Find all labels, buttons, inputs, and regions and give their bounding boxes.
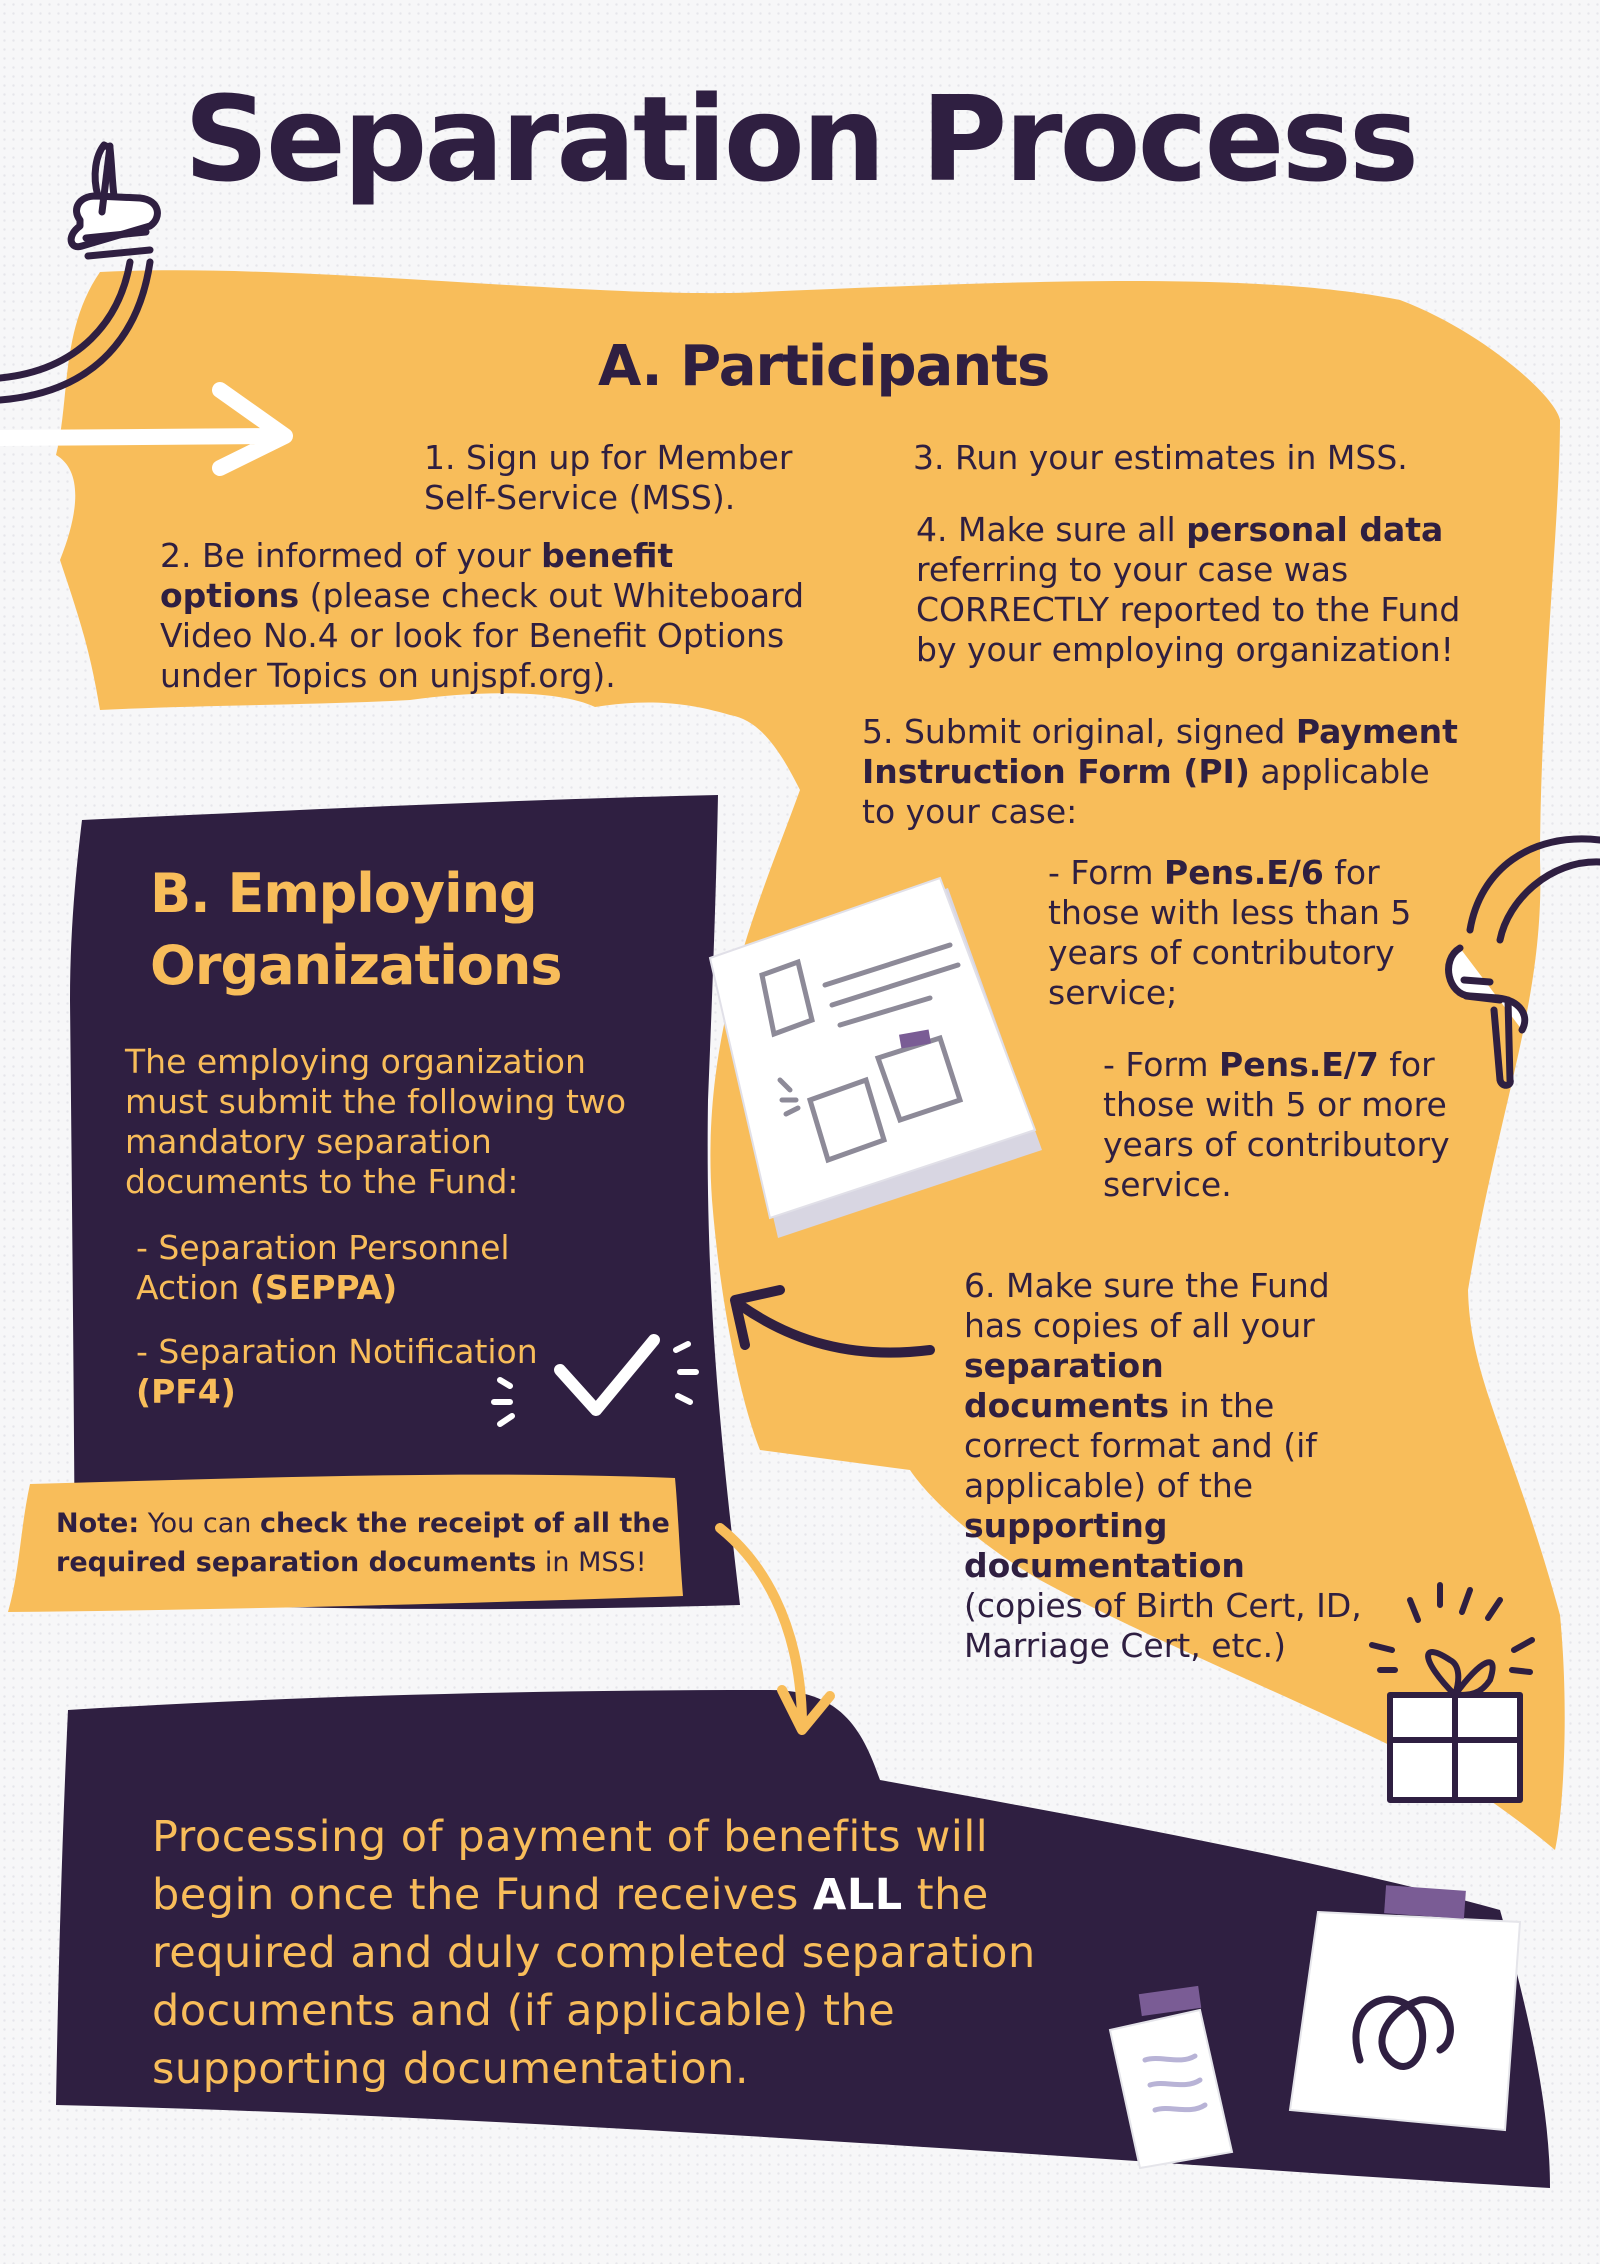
employing-heading-line2: Organizations xyxy=(150,934,562,997)
final-statement: Processing of payment of benefits will begin once the Fund receives ALL the required and duly completed separation documents and (if applicable) the supporting documentation. xyxy=(152,1812,1036,2094)
form-pens-e7: - Form Pens.E/7 for those with 5 or more years of contributory service. xyxy=(1103,1045,1450,1204)
participant-step-6: 6. Make sure the Fund has copies of all your separation documents in the correct format and (if applicable) of the supporting documentation (copies of Birth Cert, ID, Marriage Cert, etc.) xyxy=(964,1266,1362,1665)
participant-step-4: 4. Make sure all personal data referring to your case was CORRECTLY reported to the Fund by your employing organization! xyxy=(916,510,1461,669)
participant-step-1: 1. Sign up for Member Self-Service (MSS). xyxy=(424,438,793,517)
employing-intro: The employing organization must submit the following two mandatory separation documents to the Fund: xyxy=(125,1042,627,1201)
employing-doc-pf4: - Separation Notification (PF4) xyxy=(136,1332,538,1411)
participant-step-2: 2. Be informed of your benefit options (please check out Whiteboard Video No.4 or look for Benefit Options under Topics on unjspf.org). xyxy=(160,536,805,695)
participants-heading: A. Participants xyxy=(598,334,1050,399)
employing-doc-seppa: - Separation Personnel Action (SEPPA) xyxy=(136,1228,510,1307)
note-text: Note: You can check the receipt of all the required separation documents in MSS! xyxy=(56,1508,670,1578)
employing-heading xyxy=(150,858,561,1002)
participant-step-3: 3. Run your estimates in MSS. xyxy=(913,438,1408,477)
participant-step-5: 5. Submit original, signed Payment Instruction Form (PI) applicable to your case: xyxy=(862,712,1458,831)
form-pens-e6: - Form Pens.E/6 for those with less than 5 years of contributory service; xyxy=(1048,853,1412,1012)
page-title: Separation Process xyxy=(183,70,1417,208)
employing-heading-line1: B. Employing xyxy=(150,862,537,925)
